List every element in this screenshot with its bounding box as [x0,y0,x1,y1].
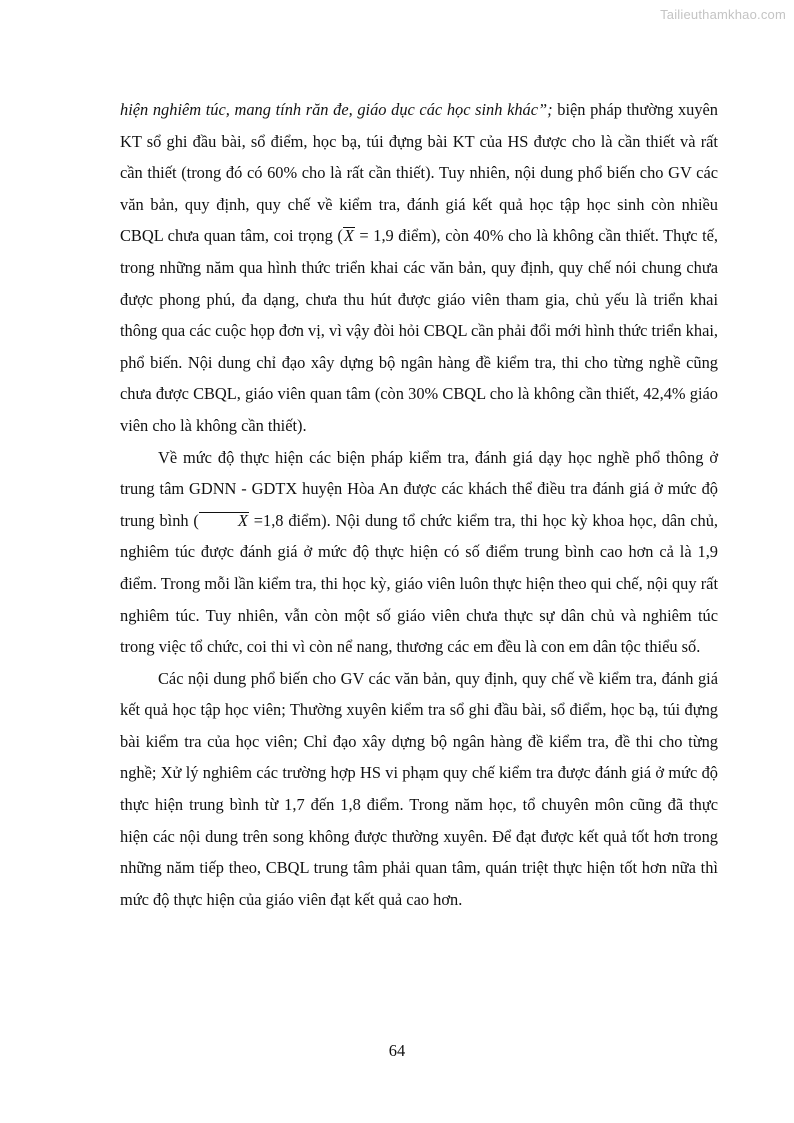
page-body [120,94,718,915]
paragraph-1-text-a: biện pháp thường xuyên KT sổ ghi đầu bài, sổ điểm, học bạ, túi đựng bài KT của HS được cho là cần thiết và rất cần thiết (trong đó có 60% cho là rất cần thiết). Tuy nhiên, nội dung phổ biến cho GV các văn bản, quy định, quy chế về kiểm tra, đánh giá kết quả học tập học sinh còn nhiều CBQL chưa quan tâm, coi trọng ( [120,100,719,246]
paragraph-2 [120,442,718,663]
paragraph-2-text-a: Về mức độ thực hiện các biện pháp kiểm tra, đánh giá dạy học nghề phổ thông ở trung tâm GDNN - GDTX huyện Hòa An được các khách thể điều tra đánh giá ở mức độ trung bình ( [120,447,718,530]
paragraph-1-text-b: = 1,9 điểm), còn 40% cho là không cần thiết. Thực tế, trong những năm qua hình thức triển khai các văn bản, quy định, quy chế nói chung chưa được phong phú, đa dạng, chưa thu hút được giáo viên tham gia, chủ yếu là triển khai thông qua các cuộc họp đơn vị, vì vậy đòi hỏi CBQL cần phải đổi mới hình thức triển khai, phổ biến. Nội dung chỉ đạo xây dựng bộ ngân hàng đề kiểm tra, thi cho từng nghề cũng chưa được CBQL, giáo viên quan tâm (còn 30% CBQL cho là không cần thiết, 42,4% giáo viên cho là không cần thiết). [120,226,718,435]
quote-italic-text: hiện nghiêm túc, mang tính răn đe, giáo dục các học sinh khác”; [120,100,553,119]
page-number: 64 [388,1041,406,1060]
mean-symbol-x-bar: X [343,226,354,246]
paragraph-2-text-b: =1,8 điểm). Nội dung tổ chức kiểm tra, thi học kỳ khoa học, dân chủ, nghiêm túc được đánh giá ở mức độ thực hiện có số điểm trung bình cao hơn cả là 1,9 điểm. Trong mỗi lần kiểm tra, thi học kỳ, giáo viên luôn thực hiện theo qui chế, nội quy rất nghiêm túc. Tuy nhiên, vẫn còn một số giáo viên chưa thực sự dân chủ và nghiêm túc trong việc tổ chức, coi thi vì còn nể nang, thương các em đều là con em dân tộc thiểu số. [120,510,718,657]
mean-symbol-x-bar-2: X [199,512,249,528]
watermark: Tailieuthamkhao.com [660,7,786,22]
paragraph-3: Các nội dung phổ biến cho GV các văn bản, quy định, quy chế về kiểm tra, đánh giá kết quả học tập học viên; Thường xuyên kiểm tra sổ ghi đầu bài, sổ điểm, học bạ, túi đựng bài kiểm tra của học viên; Chỉ đạo xây dựng bộ ngân hàng đề kiểm tra, đề thi cho từng nghề; Xử lý nghiêm các trường hợp HS vi phạm quy chế kiểm tra được đánh giá ở mức độ thực hiện trung bình từ 1,7 đến 1,8 điểm. Trong năm học, tổ chuyên môn cũng đã thực hiện các nội dung trên song không được thường xuyên. Để đạt được kết quả tốt hơn trong những năm tiếp theo, CBQL trung tâm phải quan tâm, quán triệt thực hiện tốt hơn nữa thì mức độ thực hiện của giáo viên đạt kết quả cao hơn. [120,668,718,909]
paragraph-1 [120,94,718,442]
